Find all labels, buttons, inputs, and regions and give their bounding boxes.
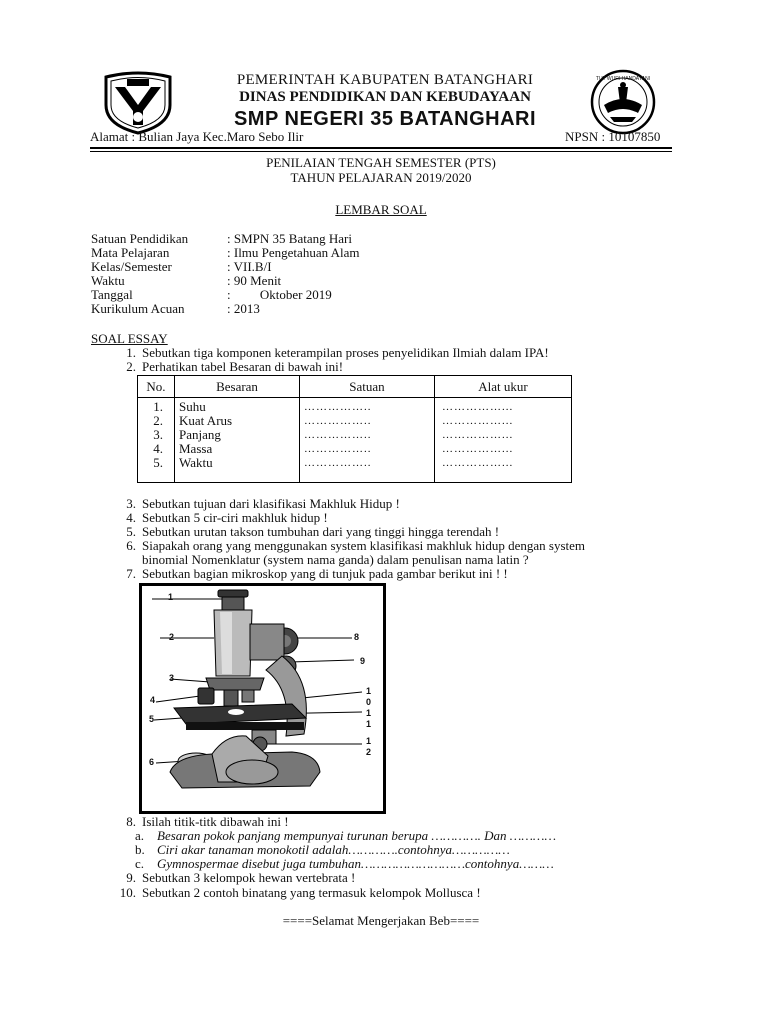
microscope-label: 2 <box>366 747 372 757</box>
column-header: Besaran <box>175 376 300 398</box>
microscope-label: 4 <box>150 695 156 705</box>
exam-year: TAHUN PELAJARAN 2019/2020 <box>290 170 472 185</box>
table-cell-besaran: Panjang <box>179 427 221 442</box>
info-row: Mata Pelajaran : Ilmu Pengetahuan Alam <box>91 245 360 260</box>
header-line-1: PEMERINTAH KABUPATEN BATANGHARI <box>236 72 534 88</box>
table-cell-besaran: Waktu <box>179 455 213 470</box>
besaran-table <box>137 375 572 483</box>
table-cell-no: 1. <box>153 399 163 414</box>
sub-question: a. Besaran pokok panjang mempunyai turunan berupa …………. Dan ………… <box>135 828 557 843</box>
table-cell-alat-ukur: ……………... <box>442 401 514 413</box>
info-row: Satuan Pendidikan : SMPN 35 Batang Hari <box>91 231 352 246</box>
microscope-label: 6 <box>149 757 155 767</box>
table-cell-satuan: …………….. <box>304 415 372 427</box>
table-cell-no: 2. <box>153 413 163 428</box>
microscope-label: 1 <box>366 686 372 696</box>
question: 8. Isilah titik-titk dibawah ini ! <box>126 814 289 829</box>
table-cell-alat-ukur: ……………... <box>442 443 514 455</box>
tut-wuri-handayani-icon <box>588 69 658 135</box>
sheet-title: LEMBAR SOAL <box>335 202 427 217</box>
sub-question: c. Gymnospermae disebut juga tumbuhan………………………contohnya……… <box>135 856 554 871</box>
microscope-label: 5 <box>149 714 155 724</box>
question: 1. Sebutkan tiga komponen keterampilan proses penyelidikan Ilmiah dalam IPA! <box>126 345 549 360</box>
microscope-label: 9 <box>360 656 366 666</box>
microscope-label: 0 <box>366 697 372 707</box>
table-cell-besaran: Massa <box>179 441 213 456</box>
question-continuation: binomial Nomenklatur (system nama ganda) dalam penulisan nama latin ? <box>142 552 529 567</box>
address: Alamat : Bulian Jaya Kec.Maro Sebo Ilir <box>90 129 304 144</box>
question: 4. Sebutkan 5 cir-ciri makhluk hidup ! <box>126 510 328 525</box>
table-cell-alat-ukur: ……………... <box>442 415 514 427</box>
table-cell-satuan: …………….. <box>304 429 372 441</box>
column-header: Satuan <box>300 376 435 398</box>
table-cell-besaran: Kuat Arus <box>179 413 233 428</box>
info-row: Waktu : 90 Menit <box>91 273 282 288</box>
microscope-label: 1 <box>366 719 372 729</box>
table-cell-alat-ukur: ……………... <box>442 457 514 469</box>
question: 9. Sebutkan 3 kelompok hewan vertebrata ! <box>126 870 356 885</box>
question: 2. Perhatikan tabel Besaran di bawah ini! <box>126 359 344 374</box>
microscope-figure <box>139 583 386 814</box>
question: 10. Sebutkan 2 contoh binatang yang termasuk kelompok Mollusca ! <box>119 885 481 900</box>
info-row: Tanggal : Oktober 2019 <box>91 287 332 302</box>
microscope-label: 1 <box>366 736 372 746</box>
table-cell-besaran: Suhu <box>179 399 206 414</box>
microscope-label: 8 <box>354 632 360 642</box>
sub-question: b. Ciri akar tanaman monokotil adalah………….contohnya…………… <box>135 842 510 857</box>
table-cell-no: 3. <box>153 427 163 442</box>
tut-wuri-logo-text: TUT WURI HANDAYANI <box>595 76 651 82</box>
table-cell-satuan: …………….. <box>304 401 372 413</box>
question: 3. Sebutkan tujuan dari klasifikasi Makhluk Hidup ! <box>126 496 400 511</box>
header-line-2: DINAS PENDIDIKAN DAN KEBUDAYAAN <box>239 89 531 105</box>
table-row <box>138 398 572 483</box>
microscope-label: 2 <box>169 632 175 642</box>
question: 6. Siapakah orang yang menggunakan system klasifikasi makhluk hidup dengan system <box>126 538 585 553</box>
column-header: Alat ukur <box>435 376 572 398</box>
table-cell-no: 4. <box>153 441 163 456</box>
regency-emblem-icon <box>101 71 175 135</box>
exam-title: PENILAIAN TENGAH SEMESTER (PTS) <box>266 155 496 170</box>
table-cell-satuan: …………….. <box>304 457 372 469</box>
microscope-label: 1 <box>366 708 372 718</box>
microscope-label: 3 <box>169 673 175 683</box>
header-divider <box>90 147 672 149</box>
column-header: No. <box>138 376 175 398</box>
question: 7. Sebutkan bagian mikroskop yang di tunjuk pada gambar berikut ini ! ! <box>126 566 508 581</box>
info-row: Kelas/Semester : VII.B/I <box>91 259 272 274</box>
table-cell-alat-ukur: ……………... <box>442 429 514 441</box>
microscope-label: 1 <box>168 592 174 602</box>
table-header-row <box>138 376 572 398</box>
table-cell-no: 5. <box>153 455 163 470</box>
table-cell-satuan: …………….. <box>304 443 372 455</box>
question: 5. Sebutkan urutan takson tumbuhan dari yang tinggi hingga terendah ! <box>126 524 500 539</box>
microscope-illustration <box>142 586 383 811</box>
npsn: NPSN : 10107850 <box>565 129 661 144</box>
info-row: Kurikulum Acuan : 2013 <box>91 301 260 316</box>
header-divider-thin <box>90 151 672 152</box>
closing-message: ====Selamat Mengerjakan Beb==== <box>282 913 480 928</box>
school-name: SMP NEGERI 35 BATANGHARI <box>233 108 537 130</box>
section-title: SOAL ESSAY <box>91 331 168 346</box>
